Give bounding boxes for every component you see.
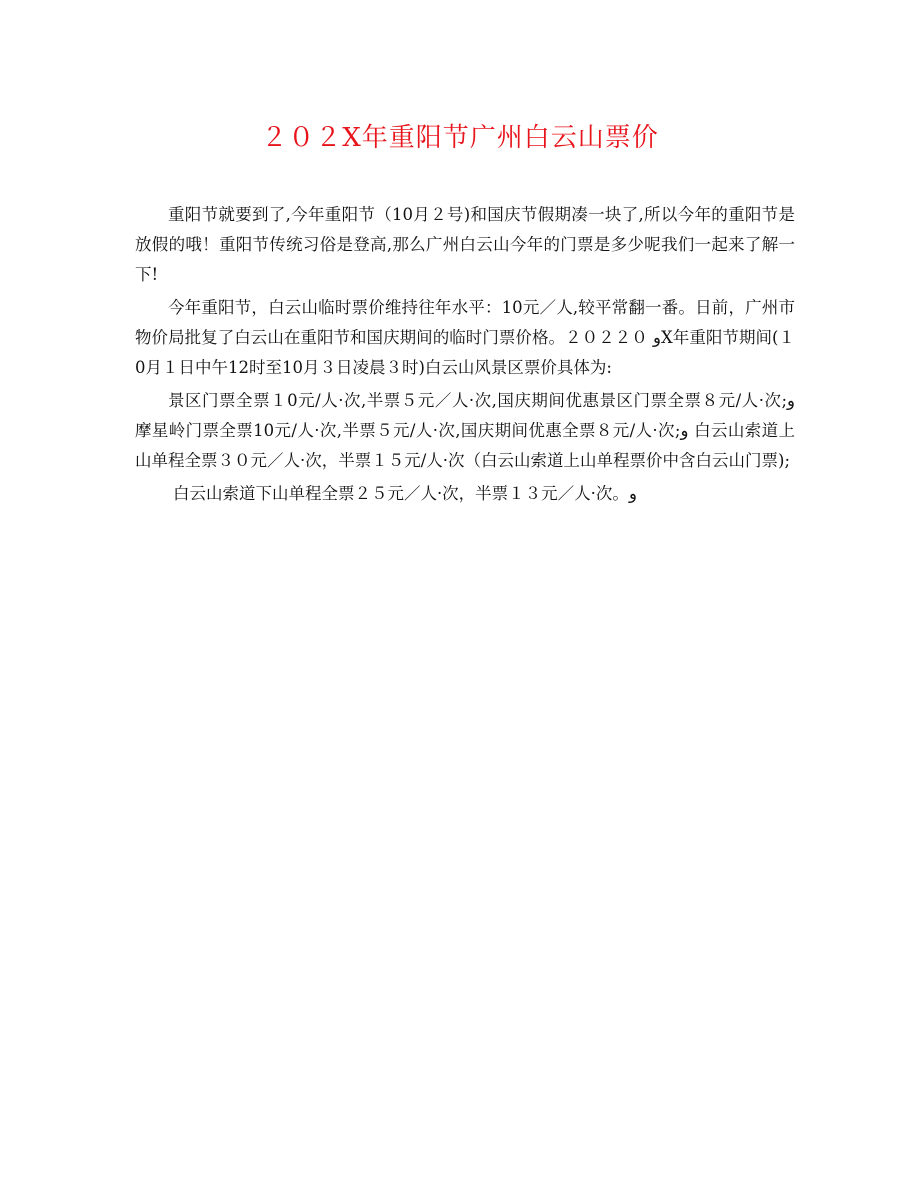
document-title: ２０２X年重阳节广州白云山票价: [261, 123, 659, 153]
paragraph-price-overview: 今年重阳节，白云山临时票价维持往年水平：10元／人,较平常翻一番。日前，广州市物价局批复了白云山在重阳节和国庆期间的临时门票价格。２０２２０ وX年重阳节期间(１0月１日中午12时至10月３日凌晨３时)白云山风景区票价具体为:: [135, 298, 796, 377]
paragraph-intro: 重阳节就要到了,今年重阳节（10月２号)和国庆节假期凑一块了,所以今年的重阳节是放假的哦！重阳节传统习俗是登高,那么广州白云山今年的门票是多少呢我们一起来了解一下!: [135, 205, 795, 284]
paragraph-price-details: 景区门票全票１0元/人·次,半票５元／人·次,国庆期间优惠景区门票全票８元/人·次;و 摩星岭门票全票10元/人·次,半票５元/人·次,国庆期间优惠全票８元/人·次;و 白云山索道上山单程全票３０元／人·次，半票１５元/人·次（白云山索道上山单程票价中含白云山门票);: [135, 391, 795, 470]
document-body: [135, 200, 795, 512]
paragraph-cableway-down: 白云山索道下山单程全票２５元／人·次，半票１３元／人·次。و: [172, 484, 637, 503]
